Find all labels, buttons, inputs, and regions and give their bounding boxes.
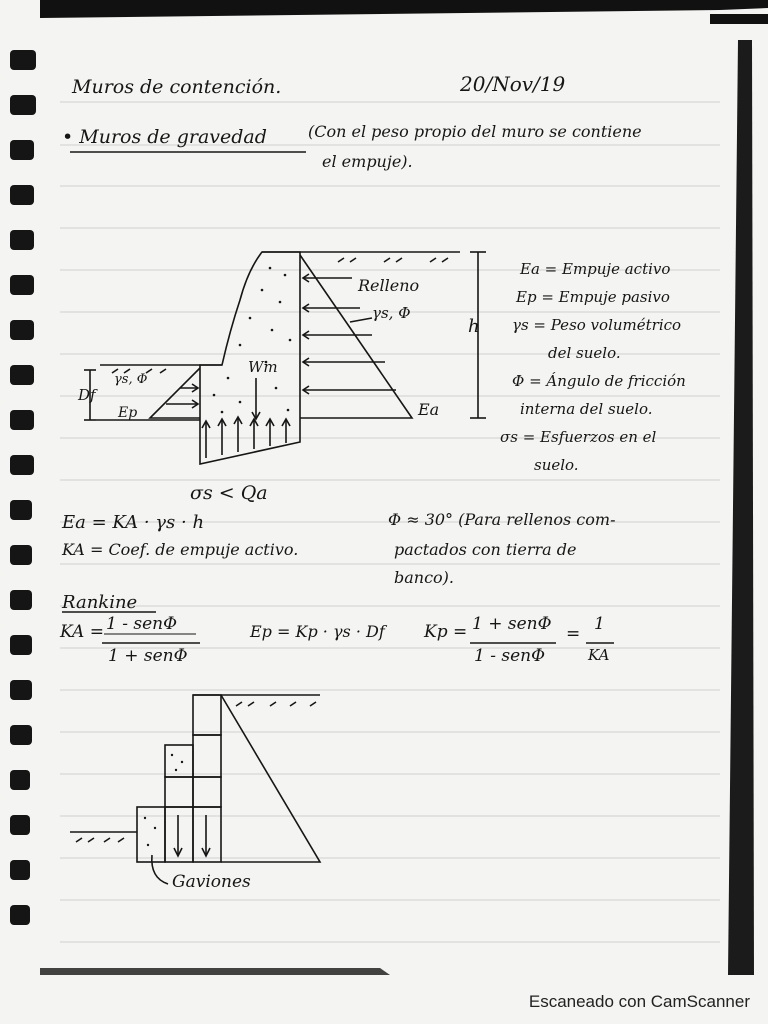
- label-df: Df: [78, 386, 96, 404]
- kp-prefix: Kp =: [424, 622, 468, 642]
- ka-denominator: 1 + senΦ: [108, 646, 188, 666]
- kp-numerator: 1 + senΦ: [472, 614, 552, 634]
- section-description-2: el empuje).: [322, 152, 413, 171]
- legend-line-3: γs = Peso volumétrico: [512, 316, 682, 334]
- legend-line-8: suelo.: [534, 456, 579, 474]
- legend-line-7: σs = Esfuerzos en el: [500, 428, 657, 446]
- kp-inverse-denominator: KA: [588, 646, 610, 664]
- page-date: 20/Nov/19: [460, 72, 566, 96]
- gabion-left-hatch: [76, 838, 124, 842]
- sigma-condition: σs < Qa: [190, 482, 268, 504]
- ka-numerator: 1 - senΦ: [106, 614, 178, 634]
- binding-holes: [10, 50, 36, 925]
- right-edge-shadow: [728, 40, 754, 975]
- ep-formula: Ep = Kp · γs · Df: [250, 622, 385, 641]
- top-edge-shadow: [40, 0, 768, 18]
- formula-ka-definition: KA = Coef. de empuje activo.: [62, 540, 299, 559]
- label-ea: Ea: [418, 400, 440, 419]
- legend-line-1: Ea = Empuje activo: [520, 260, 671, 278]
- label-h: h: [468, 316, 480, 337]
- legend-line-4: del suelo.: [548, 344, 621, 362]
- scanner-watermark: Escaneado con CamScanner: [528, 992, 750, 1011]
- gamma-pointer: [350, 318, 372, 322]
- formula-ea: Ea = KA · γs · h: [62, 512, 205, 533]
- section-heading: • Muros de gravedad: [62, 126, 267, 148]
- label-gamma-phi-left: γs, Φ: [114, 372, 148, 387]
- kp-inverse-numerator: 1: [594, 614, 605, 634]
- legend-line-5: Φ = Ángulo de fricción: [512, 372, 686, 390]
- legend-line-2: Ep = Empuje pasivo: [516, 288, 670, 306]
- phi-note-3: banco).: [394, 568, 455, 587]
- passive-pressure-triangle: [150, 368, 200, 418]
- section-description-1: (Con el peso propio del muro se contiene: [308, 122, 642, 141]
- label-wm: Wm: [248, 358, 278, 376]
- label-relleno: Relleno: [358, 276, 420, 295]
- gabion-ground-hatch: [236, 702, 316, 706]
- rankine-heading: Rankine: [62, 592, 138, 613]
- ka-prefix: KA =: [60, 622, 104, 642]
- gabion-label: Gaviones: [172, 872, 251, 892]
- kp-denominator: 1 - senΦ: [474, 646, 546, 666]
- kp-equals: =: [566, 624, 581, 644]
- phi-note-1: Φ ≈ 30° (Para rellenos com-: [388, 510, 616, 529]
- concrete-stipple: [213, 267, 292, 414]
- page-title: Muros de contención.: [72, 76, 282, 98]
- label-ep: Ep: [118, 405, 138, 421]
- retaining-wall-diagram: [84, 252, 486, 464]
- label-gamma-phi-right: γs, Φ: [372, 304, 411, 322]
- ground-hatch-right: [338, 258, 448, 262]
- phi-note-2: pactados con tierra de: [394, 540, 577, 559]
- bottom-edge-shadow: [40, 968, 390, 975]
- legend-line-6: interna del suelo.: [520, 400, 653, 418]
- top-corner-shadow: [710, 14, 768, 24]
- gabion-diagram: [70, 695, 320, 884]
